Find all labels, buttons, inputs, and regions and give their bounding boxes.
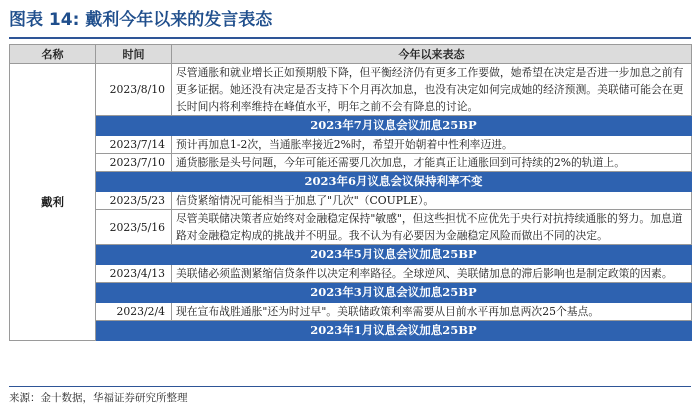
source-note: 来源：金十数据，华福证券研究所整理 <box>9 386 691 405</box>
row-statement: 通货膨胀是头号问题，今年可能还需要几次加息，才能真正让通胀回到可持续的2%的轨道上。 <box>172 154 692 172</box>
person-name: 戴利 <box>10 64 96 341</box>
table-row <box>10 154 692 172</box>
header-statement: 今年以来表态 <box>172 45 692 64</box>
row-date: 2023/5/16 <box>96 210 172 245</box>
figure-title: 图表 14: 戴利今年以来的发言表态 <box>9 10 273 30</box>
table-row <box>10 192 692 210</box>
meeting-row <box>10 283 692 303</box>
row-statement: 现在宣布战胜通胀"还为时过早"。美联储政策利率需要从目前水平再加息两次25个基点。 <box>172 303 692 321</box>
header-date: 时间 <box>96 45 172 64</box>
meeting-label: 2023年3月议息会议加息25BP <box>96 283 692 303</box>
table-row <box>10 265 692 283</box>
row-date: 2023/8/10 <box>96 64 172 116</box>
meeting-row <box>10 321 692 341</box>
table-row <box>10 303 692 321</box>
meeting-row <box>10 116 692 136</box>
row-statement: 尽管通胀和就业增长正如预期般下降，但平衡经济仍有更多工作要做，她希望在决定是否进一步加息之前有更多证据。她还没有决定是否支持下个月再次加息，也没有决定如何完成她的经济预测。美联储可能会在更长时间内将利率维持在峰值水平，明年之前不会有降息的讨论。 <box>172 64 692 116</box>
table-header-row <box>10 45 692 64</box>
row-date: 2023/2/4 <box>96 303 172 321</box>
row-date: 2023/7/10 <box>96 154 172 172</box>
row-date: 2023/4/13 <box>96 265 172 283</box>
row-date: 2023/5/23 <box>96 192 172 210</box>
meeting-label: 2023年6月议息会议保持利率不变 <box>96 172 692 192</box>
row-statement: 预计再加息1-2次，当通胀率接近2%时，希望开始朝着中性利率迈进。 <box>172 136 692 154</box>
row-statement: 尽管美联储决策者应始终对金融稳定保持"敏感"，但这些担忧不应优先于央行对抗持续通胀的努力。加息道路对金融稳定构成的挑战并不明显。我不认为有必要因为金融稳定风险而做出不同的决定。 <box>172 210 692 245</box>
row-statement: 信贷紧缩情况可能相当于加息了"几次"（COUPLE）。 <box>172 192 692 210</box>
row-statement: 美联储必须监测紧缩信贷条件以决定利率路径。全球逆风、美联储加息的滞后影响也是制定政策的因素。 <box>172 265 692 283</box>
table-row <box>10 210 692 245</box>
meeting-label: 2023年5月议息会议加息25BP <box>96 245 692 265</box>
meeting-row <box>10 172 692 192</box>
meeting-label: 2023年1月议息会议加息25BP <box>96 321 692 341</box>
table-row <box>10 136 692 154</box>
meeting-row <box>10 245 692 265</box>
title-divider <box>9 37 691 39</box>
statements-table <box>9 44 692 341</box>
row-date: 2023/7/14 <box>96 136 172 154</box>
meeting-label: 2023年7月议息会议加息25BP <box>96 116 692 136</box>
table-row <box>10 64 692 116</box>
header-name: 名称 <box>10 45 96 64</box>
